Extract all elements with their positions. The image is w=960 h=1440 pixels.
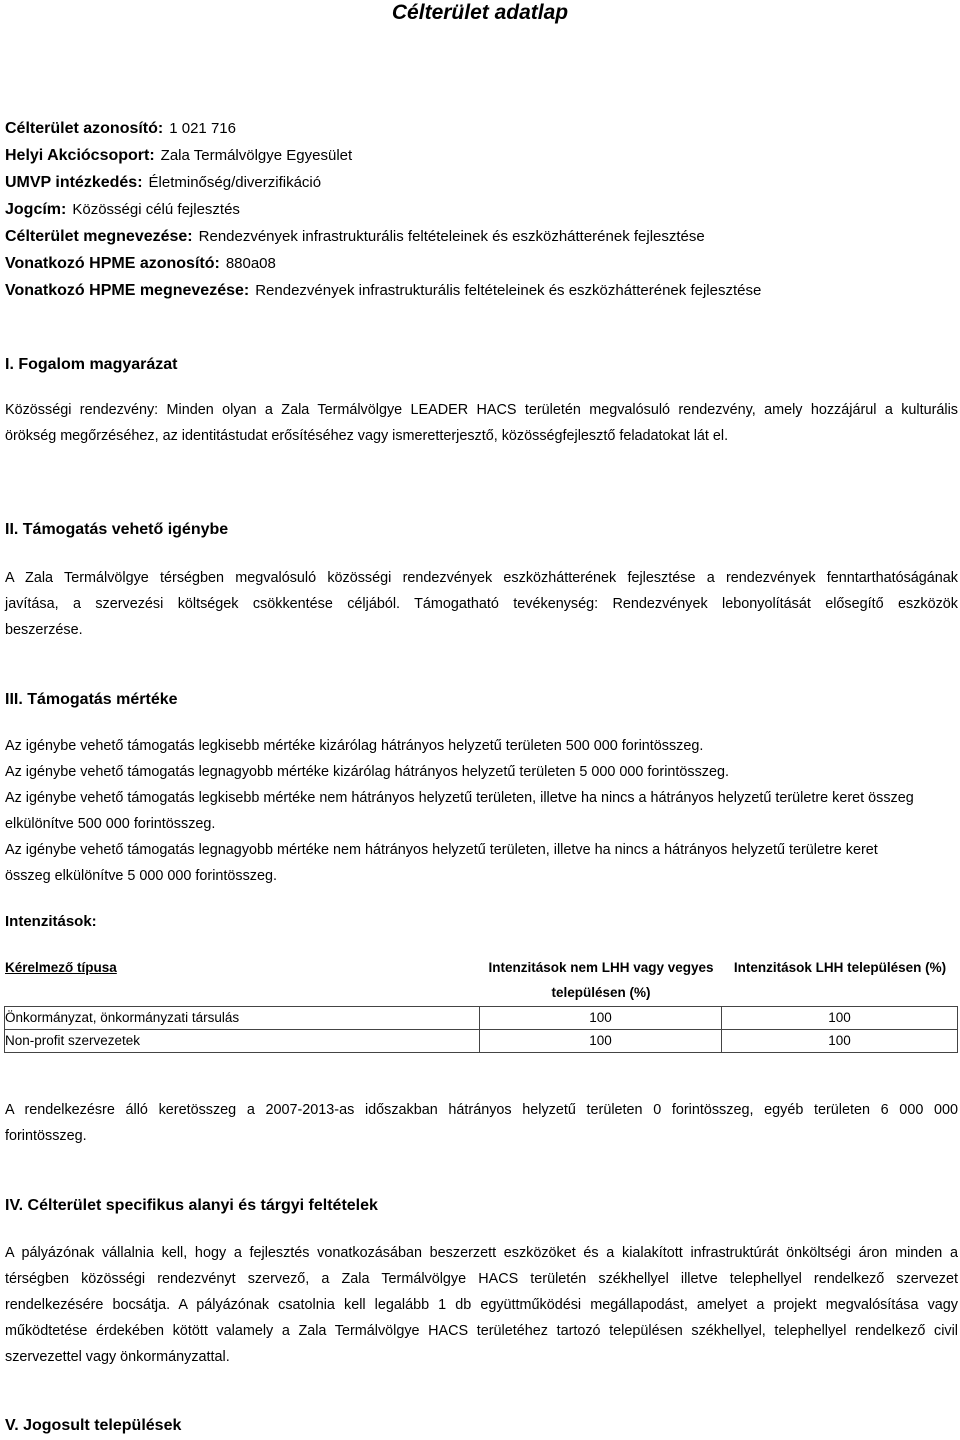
paragraph-line: Az igénybe vehető támogatás legnagyobb mértéke nem hátrányos helyzetű területen, illetve ha nincs a hátrányos helyzetű területre keret [5, 842, 878, 858]
paragraph-line: Közösségi rendezvény: Minden olyan a Zala Termálvölgye LEADER HACS területén megvalósuló rendezvény, amely hozzájárul a kulturális [5, 402, 958, 418]
paragraph-line: A Zala Termálvölgye térségben megvalósuló közösségi rendezvények eszközhátterének fejlesztése a rendezvények fenntarthatóságának [5, 570, 958, 586]
field-value: Rendezvények infrastrukturális feltételeinek és eszközhátterének fejlesztése [198, 228, 705, 245]
table-cell: 100 [480, 1030, 722, 1052]
conditions-paragraph [5, 1240, 958, 1370]
field-label: UMVP intézkedés: [5, 174, 143, 191]
section-heading-eligibility: II. Támogatás vehető igénybe [5, 521, 229, 538]
field-value: Zala Termálvölgye Egyesület [160, 147, 353, 164]
table-cell: 100 [480, 1007, 722, 1029]
intensity-heading: Intenzitások: [5, 913, 97, 930]
field-value: Életminőség/diverzifikáció [148, 174, 322, 191]
paragraph-line: elkülönítve 500 000 forintösszeg. [5, 816, 216, 832]
field-label: Vonatkozó HPME azonosító: [5, 255, 220, 272]
field-label: Célterület megnevezése: [5, 228, 193, 245]
field-value: 880a08 [225, 255, 276, 272]
field-value: Közösségi célú fejlesztés [72, 201, 240, 218]
table-body [4, 1006, 958, 1053]
field-target-area-name [5, 223, 958, 250]
paragraph-line: örökség megőrzéséhez, az identitástudat erősítéséhez vagy ismeretterjesztő, közösségfejlesztő feladatokat lát el. [5, 428, 729, 444]
column-header-lhh: Intenzitások LHH településen (%) [733, 960, 947, 975]
field-label: Helyi Akciócsoport: [5, 147, 155, 164]
paragraph-line: A rendelkezésre álló keretösszeg a 2007-2013-as időszakban hátrányos helyzetű területen 0 forintösszeg, egyéb területen 6 000 000 [5, 1102, 958, 1118]
table-header [4, 955, 958, 1006]
table-cell: Non-profit szervezetek [5, 1030, 480, 1052]
table-cell: 100 [722, 1030, 958, 1052]
section-heading-eligible-settlements: V. Jogosult települések [5, 1417, 182, 1434]
paragraph-line: Az igénybe vehető támogatás legkisebb mértéke kizárólag hátrányos helyzetű területen 500 000 forintösszeg. [5, 738, 704, 754]
field-label: Jogcím: [5, 201, 67, 218]
table-cell: Önkormányzat, önkormányzati társulás [5, 1007, 480, 1029]
paragraph-line: beszerzése. [5, 622, 83, 638]
column-header-non-lhh: Intenzitások nem LHH vagy vegyes településen (%) [488, 960, 714, 1000]
paragraph-line: Az igénybe vehető támogatás legkisebb mértéke nem hátrányos helyzetű területen, illetve ha nincs a hátrányos helyzetű területre keret összeg [5, 790, 914, 806]
table-row [5, 1030, 958, 1053]
field-local-action-group [5, 142, 958, 169]
field-value: Rendezvények infrastrukturális feltételeinek és eszközhátterének fejlesztése [255, 282, 762, 299]
section-heading-support-amount: III. Támogatás mértéke [5, 691, 178, 708]
section-heading-conditions: IV. Célterület specifikus alanyi és tárgyi feltételek [5, 1197, 378, 1214]
definition-paragraph [5, 397, 958, 449]
header-fields [5, 115, 958, 304]
paragraph-line: szervezettel vagy önkormányzattal. [5, 1349, 230, 1365]
field-label: Vonatkozó HPME megnevezése: [5, 282, 250, 299]
field-hpme-id [5, 250, 958, 277]
paragraph-line: forintösszeg. [5, 1128, 87, 1144]
section-heading-definitions: I. Fogalom magyarázat [5, 356, 178, 373]
field-target-area-id [5, 115, 958, 142]
paragraph-line: rendelkezésére bocsátja. A pályázónak csatolnia kell legalább 1 db együttműködési megállapodást, amelyet a projekt megvalósítása vagy [5, 1297, 958, 1313]
budget-paragraph [5, 1097, 958, 1149]
page-title: Célterület adatlap [391, 1, 569, 24]
paragraph-line: működtetése érdekében kötött valamely a Zala Termálvölgye HACS területéhez tartozó településen székhellyel, telephellyel rendelkező civil [5, 1323, 958, 1339]
paragraph-line: Az igénybe vehető támogatás legnagyobb mértéke kizárólag hátrányos helyzetű területen 5 000 000 forintösszeg. [5, 764, 729, 780]
field-label: Célterület azonosító: [5, 120, 164, 137]
paragraph-line: A pályázónak vállalnia kell, hogy a fejlesztés vonatkozásában beszerzett eszközöket és a kialakított infrastruktúrát önköltségi áron minden a [5, 1245, 958, 1261]
field-value: 1 021 716 [169, 120, 236, 137]
intensity-table [4, 955, 958, 1053]
paragraph-line: térségben közösségi rendezvényt szervező, a Zala Termálvölgye HACS területén székhellyel illetve telephellyel rendelkező szervezet [5, 1271, 958, 1287]
field-hpme-name [5, 277, 958, 304]
field-umvp-measure [5, 169, 958, 196]
paragraph-line: javítása, a szervezési költségek csökkentése céljából. Támogatható tevékenység: Rendezvények lebonyolítását elősegítő eszközök [5, 596, 958, 612]
column-header-applicant-type: Kérelmező típusa [5, 960, 117, 975]
paragraph-line: összeg elkülönítve 5 000 000 forintösszeg. [5, 868, 277, 884]
eligibility-paragraph [5, 565, 958, 643]
table-row [5, 1007, 958, 1030]
field-legal-title [5, 196, 958, 223]
table-cell: 100 [722, 1007, 958, 1029]
support-amount-paragraph [5, 733, 958, 889]
